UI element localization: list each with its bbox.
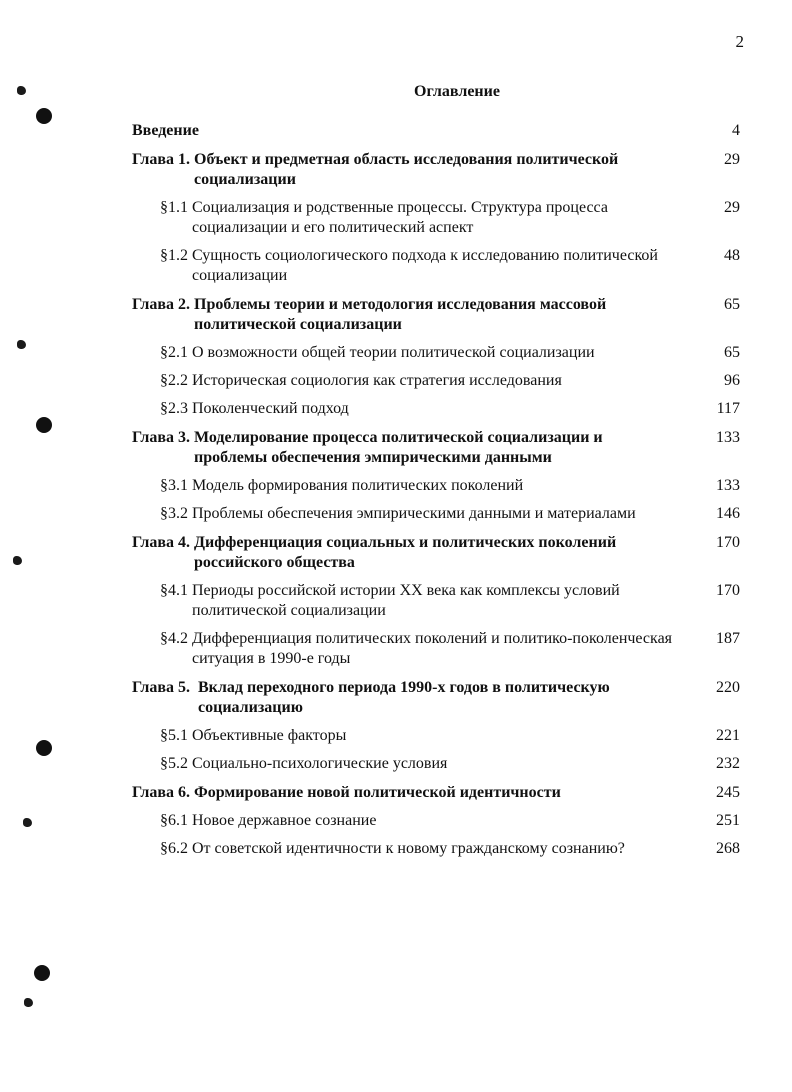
- punch-hole: [36, 740, 52, 756]
- scan-speck: [17, 86, 26, 95]
- section-title: Новое державное сознание: [192, 812, 377, 829]
- toc-section-5-2: [132, 754, 740, 774]
- toc-section-2-3: [132, 399, 740, 419]
- chapter-number: Глава 6.: [132, 784, 194, 801]
- chapter-number: Глава 4.: [132, 534, 194, 551]
- section-title: Периоды российской истории XX века как комплексы условий политической социализации: [192, 582, 620, 619]
- section-page: 48: [724, 247, 740, 264]
- section-page: 268: [716, 840, 740, 857]
- section-title: Модель формирования политических поколений: [192, 477, 524, 494]
- section-number: §4.1: [160, 582, 192, 599]
- section-number: §5.2: [160, 755, 192, 772]
- chapter-page: 170: [716, 534, 740, 551]
- chapter-title: Дифференциация социальных и политических поколений российского общества: [194, 534, 617, 571]
- chapter-number: Глава 1.: [132, 151, 194, 168]
- toc-entry-introduction: [132, 121, 740, 141]
- chapter-page: 133: [716, 429, 740, 446]
- section-title: Сущность социологического подхода к исследованию политической социализации: [192, 247, 658, 284]
- section-page: 96: [724, 372, 740, 389]
- toc-section-3-2: [132, 504, 740, 524]
- section-number: §2.1: [160, 344, 192, 361]
- section-number: §6.1: [160, 812, 192, 829]
- toc-entry-title: Введение: [132, 122, 199, 139]
- section-number: §5.1: [160, 727, 192, 744]
- scan-speck: [13, 556, 22, 565]
- toc-heading: Оглавление: [414, 83, 500, 100]
- section-title: Социально-психологические условия: [192, 755, 448, 772]
- section-title: Поколенческий подход: [192, 400, 349, 417]
- section-page: 117: [716, 400, 740, 417]
- chapter-number: Глава 2.: [132, 296, 194, 313]
- toc-chapter-2: [132, 295, 740, 335]
- section-page: 65: [724, 344, 740, 361]
- punch-hole: [36, 417, 52, 433]
- table-of-contents: [132, 121, 740, 859]
- section-title: Объективные факторы: [192, 727, 347, 744]
- chapter-title: Объект и предметная область исследования политической социализации: [194, 151, 619, 188]
- toc-chapter-5: [132, 678, 740, 718]
- section-page: 133: [716, 477, 740, 494]
- section-number: §2.3: [160, 400, 192, 417]
- chapter-title: Проблемы теории и методология исследования массовой политической социализации: [194, 296, 607, 333]
- toc-entry-page: 4: [732, 122, 740, 139]
- toc-chapter-1: [132, 150, 740, 190]
- toc-section-6-1: [132, 811, 740, 831]
- section-page: 232: [716, 755, 740, 772]
- section-number: §3.1: [160, 477, 192, 494]
- chapter-page: 220: [716, 679, 740, 696]
- section-page: 187: [716, 630, 740, 647]
- page-number: 2: [735, 32, 744, 51]
- scan-speck: [24, 998, 33, 1007]
- chapter-number: Глава 5.: [132, 679, 198, 696]
- chapter-page: 245: [716, 784, 740, 801]
- toc-section-5-1: [132, 726, 740, 746]
- section-title: Проблемы обеспечения эмпирическими данными и материалами: [192, 505, 636, 522]
- section-title: Социализация и родственные процессы. Структура процесса социализации и его политический аспект: [192, 199, 608, 236]
- punch-hole: [34, 965, 50, 981]
- section-title: От советской идентичности к новому гражданскому сознанию?: [192, 840, 625, 857]
- section-page: 29: [724, 199, 740, 216]
- toc-section-6-2: [132, 839, 740, 859]
- section-title: О возможности общей теории политической социализации: [192, 344, 595, 361]
- chapter-title: Формирование новой политической идентичности: [194, 784, 561, 801]
- toc-section-1-2: [132, 246, 740, 286]
- toc-chapter-4: [132, 533, 740, 573]
- toc-section-2-2: [132, 371, 740, 391]
- punch-hole: [36, 108, 52, 124]
- scan-speck: [17, 340, 26, 349]
- section-number: §1.1: [160, 199, 192, 216]
- chapter-number: Глава 3.: [132, 429, 194, 446]
- toc-section-4-1: [132, 581, 740, 621]
- section-page: 170: [716, 582, 740, 599]
- toc-section-3-1: [132, 476, 740, 496]
- section-title: Историческая социология как стратегия исследования: [192, 372, 562, 389]
- section-page: 221: [716, 727, 740, 744]
- chapter-title: Вклад переходного периода 1990-х годов в политическую социализацию: [198, 679, 610, 716]
- section-title: Дифференциация политических поколений и политико-поколенческая ситуация в 1990-е годы: [192, 630, 673, 667]
- section-number: §2.2: [160, 372, 192, 389]
- toc-chapter-6: [132, 783, 740, 803]
- section-number: §1.2: [160, 247, 192, 264]
- section-number: §3.2: [160, 505, 192, 522]
- toc-chapter-3: [132, 428, 740, 468]
- toc-section-4-2: [132, 629, 740, 669]
- section-number: §4.2: [160, 630, 192, 647]
- toc-section-2-1: [132, 343, 740, 363]
- section-number: §6.2: [160, 840, 192, 857]
- section-page: 251: [716, 812, 740, 829]
- toc-section-1-1: [132, 198, 740, 238]
- chapter-page: 65: [724, 296, 740, 313]
- chapter-title: Моделирование процесса политической социализации и проблемы обеспечения эмпирическими данными: [194, 429, 603, 466]
- scan-speck: [23, 818, 32, 827]
- section-page: 146: [716, 505, 740, 522]
- chapter-page: 29: [724, 151, 740, 168]
